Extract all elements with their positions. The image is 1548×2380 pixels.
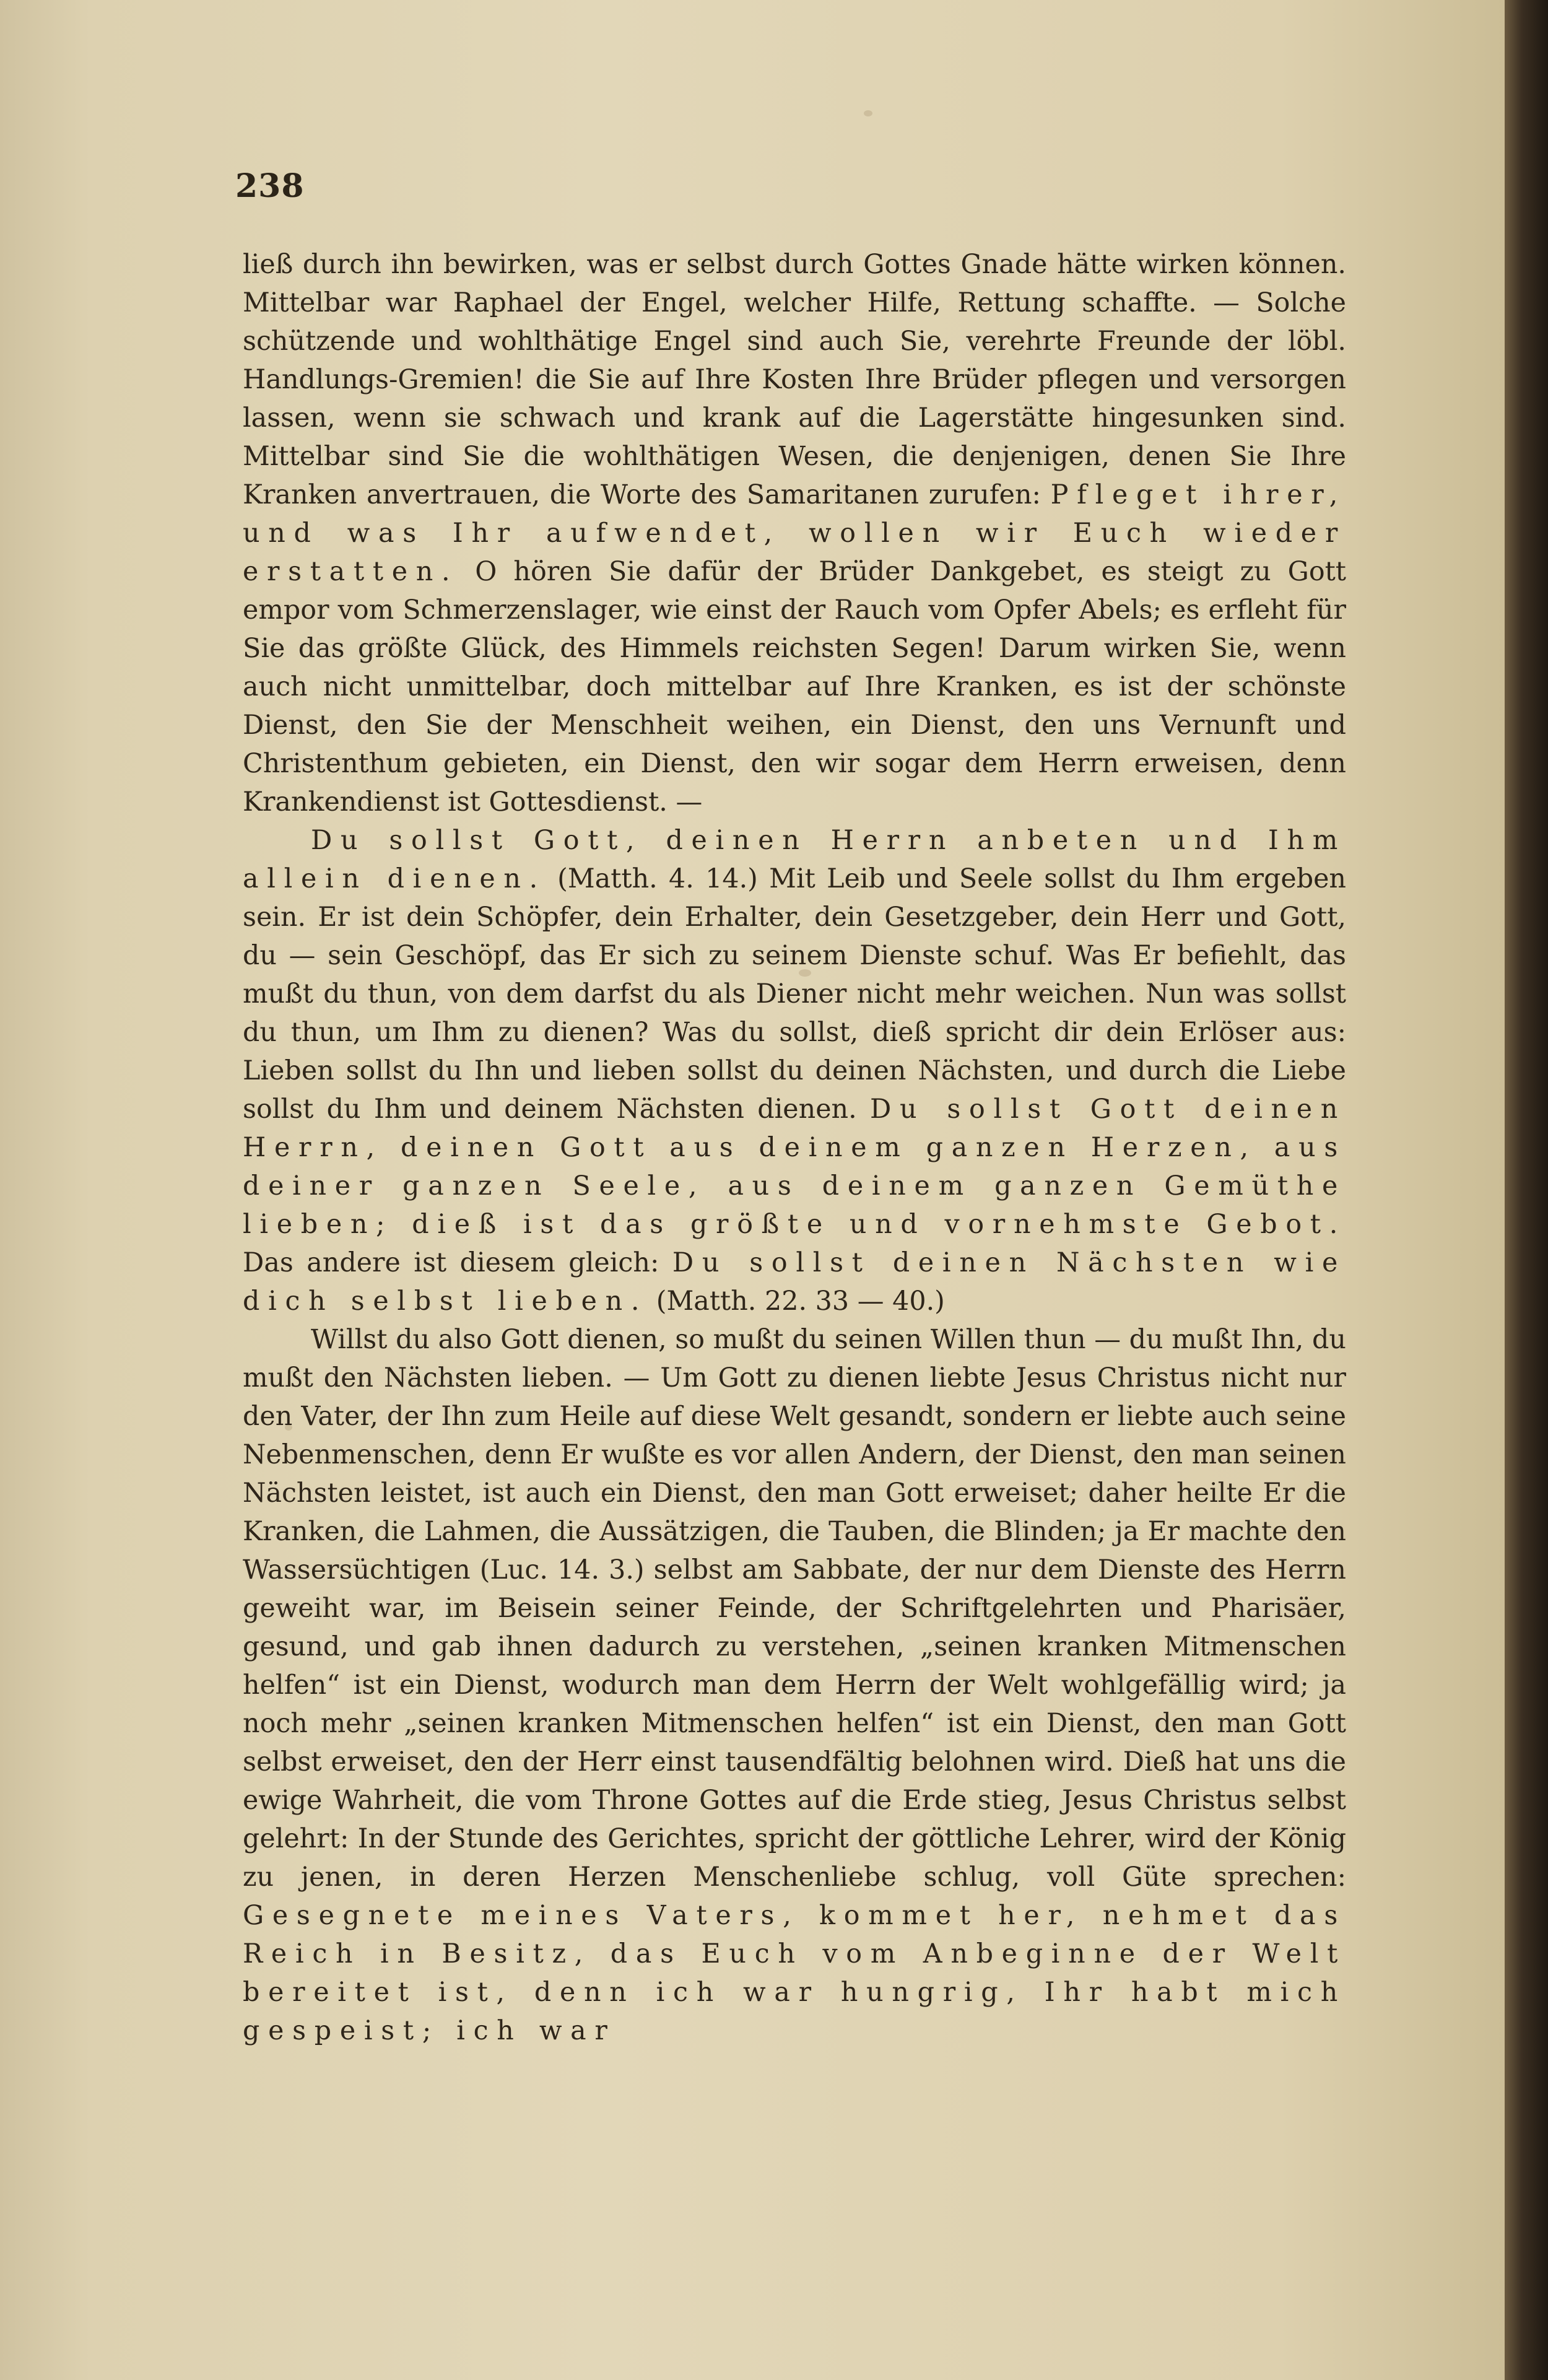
paragraph [243, 245, 1346, 821]
page-number: 238 [235, 167, 305, 205]
text-run: O hören Sie dafür der Brüder Dankgebet, es steigt zu Gott empor vom Schmerzenslager, wie einst der Rauch vom Opfer Abels; es erfleht für Sie das größte Glück, des Himmels reichsten Segen! Darum wirken Sie, wenn auch nicht unmittelbar, doch mittelbar auf Ihre Kranken, es ist der schönste Dienst, den Sie der Menschheit weihen, ein Dienst, den uns Vernunft und Christenthum gebieten, ein Dienst, den wir sogar dem Herrn erweisen, denn Krankendienst ist Gottesdienst. — [243, 556, 1346, 817]
emphasized-text: Pfleget ihrer, und was Ihr aufwendet, wollen wir Euch wieder erstatten. [243, 479, 1346, 587]
book-gutter [1505, 0, 1548, 2380]
emphasized-text: Du sollst Gott deinen Herrn, deinen Gott aus deinem ganzen Herzen, aus deiner ganzen Seele, aus deinem ganzen Gemüthe lieben; dieß ist das größte und vornehmste Gebot. [243, 1094, 1347, 1240]
emphasized-text: Gesegnete meines Vaters, kommet her, nehmet das Reich in Besitz, das Euch vom Anbeginne der Welt bereitet ist, denn ich war hungrig, Ihr habt mich gespeist; ich war [243, 1900, 1346, 2046]
text-run: Willst du also Gott dienen, so mußt du seinen Willen thun — du mußt Ihn, du mußt den Nächsten lieben. — Um Gott zu dienen liebte Jesus Christus nicht nur den Vater, der Ihn zum Heile auf diese Welt gesandt, sondern er liebte auch seine Nebenmenschen, denn Er wußte es vor allen Andern, der Dienst, den man seinen Nächsten leistet, ist auch ein Dienst, den man Gott erweiset; daher heilte Er die Kranken, die Lahmen, die Aussätzigen, die Tauben, die Blinden; ja Er machte den Wassersüchtigen (Luc. 14. 3.) selbst am Sabbate, der nur dem Dienste des Herrn geweiht war, im Beisein seiner Feinde, der Schriftgelehrten und Pharisäer, gesund, und gab ihnen dadurch zu verstehen, „seinen kranken Mitmenschen helfen“ ist ein Dienst, wodurch man dem Herrn der Welt wohlgefällig wird; ja noch mehr „seinen kranken Mitmenschen helfen“ ist ein Dienst, den man Gott selbst erweiset, den der Herr einst tausendfältig belohnen wird. Dieß hat uns die ewige Wahrheit, die vom Throne Gottes auf die Erde stieg, Jesus Christus selbst gelehrt: In der Stunde des Gerichtes, spricht der göttliche Lehrer, wird der König zu jenen, in deren Herzen Menschenliebe schlug, voll Güte sprechen: [243, 1324, 1346, 1893]
text-run: Das andere ist diesem gleich: [243, 1247, 672, 1278]
emphasized-text: Du sollst deinen Nächsten wie dich selbst lieben. [243, 1247, 1346, 1317]
paragraph [243, 821, 1346, 1320]
paragraph [243, 1320, 1346, 2050]
paper-stain [864, 110, 872, 116]
emphasized-text: Du sollst Gott, deinen Herrn anbeten und Ihm allein dienen. [243, 825, 1346, 894]
text-run: (Matth. 22. 33 — 40.) [648, 1286, 945, 1317]
body-text [243, 245, 1346, 2050]
text-run: (Matth. 4. 14.) Mit Leib und Seele sollst du Ihm ergeben sein. Er ist dein Schöpfer, dein Erhalter, dein Gesetzgeber, dein Herr und Gott, du — sein Geschöpf, das Er sich zu seinem Dienste schuf. Was Er befiehlt, das mußt du thun, von dem darfst du als Diener nicht mehr weichen. Nun was sollst du thun, um Ihm zu dienen? Was du sollst, dieß spricht dir dein Erlöser aus: Lieben sollst du Ihn und lieben sollst du deinen Nächsten, und durch die Liebe sollst du Ihm und deinem Nächsten dienen. [243, 863, 1346, 1125]
text-run: ließ durch ihn bewirken, was er selbst durch Gottes Gnade hätte wirken können. Mittelbar war Raphael der Engel, welcher Hilfe, Rettung schaffte. — Solche schützende und wohlthätige Engel sind auch Sie, verehrte Freunde der löbl. Handlungs-Gremien! die Sie auf Ihre Kosten Ihre Brüder pflegen und versorgen lassen, wenn sie schwach und krank auf die Lagerstätte hingesunken sind. Mittelbar sind Sie die wohlthätigen Wesen, die denjenigen, denen Sie Ihre Kranken anvertrauen, die Worte des Samaritanen zurufen: [243, 249, 1346, 510]
